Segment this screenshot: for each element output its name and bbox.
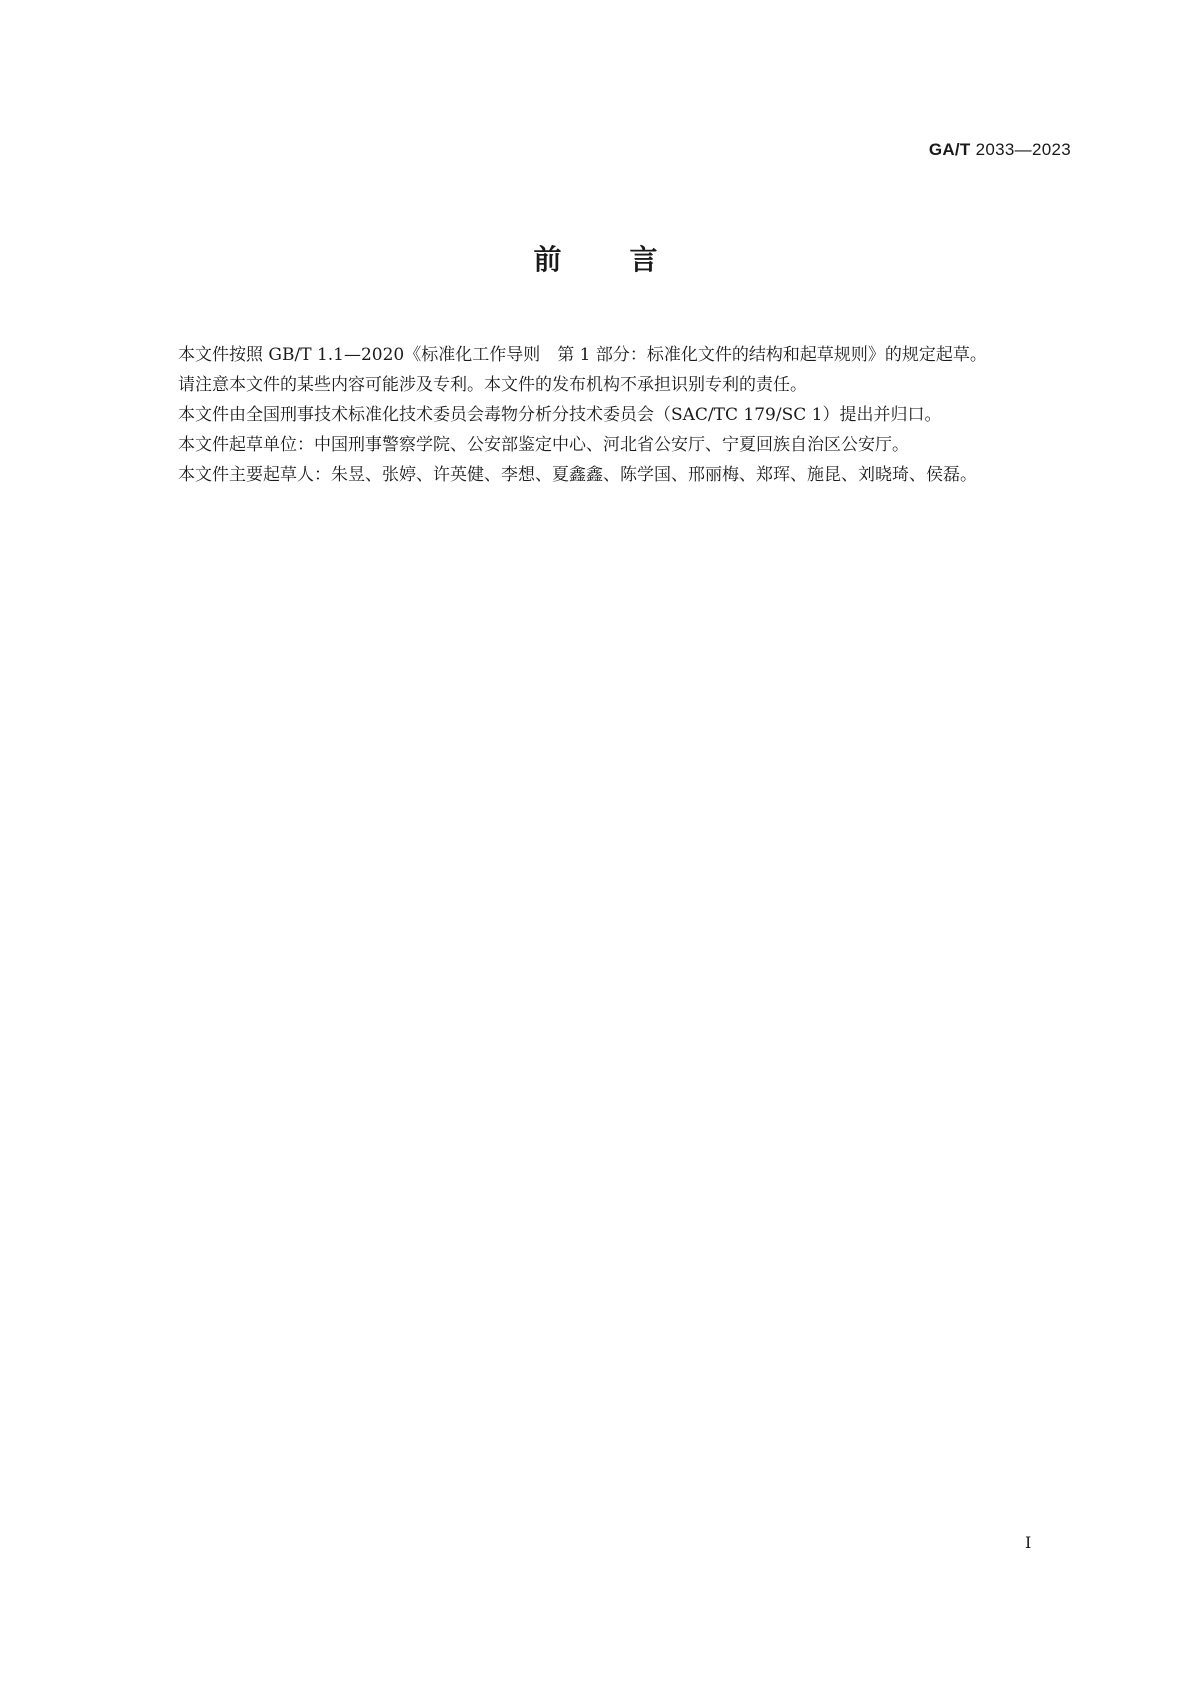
paragraph-proposer: 本文件由全国刑事技术标准化技术委员会毒物分析分技术委员会（SAC/TC 179/SC 1）提出并归口。: [178, 405, 942, 425]
standard-code: [929, 140, 1071, 160]
paragraph-patent-notice: 请注意本文件的某些内容可能涉及专利。本文件的发布机构不承担识别专利的责任。: [178, 375, 807, 395]
foreword-body: [144, 340, 1060, 490]
page-title: 前言: [533, 243, 726, 276]
standard-code-number: 2033—2023: [975, 140, 1071, 159]
paragraph-drafting-units: 本文件起草单位：中国刑事警察学院、公安部鉴定中心、河北省公安厅、宁夏回族自治区公安厅。: [178, 435, 909, 455]
paragraph-drafters: 本文件主要起草人：朱昱、张婷、许英健、李想、夏鑫鑫、陈学国、邢丽梅、郑珲、施昆、刘晓琦、侯磊。: [178, 465, 977, 485]
paragraph-drafting-rules: 本文件按照 GB/T 1.1—2020《标准化工作导则 第 1 部分：标准化文件的结构和起草规则》的规定起草。: [178, 345, 987, 365]
page-number: I: [1025, 1533, 1032, 1552]
standard-code-prefix: GA/T: [928, 140, 971, 159]
